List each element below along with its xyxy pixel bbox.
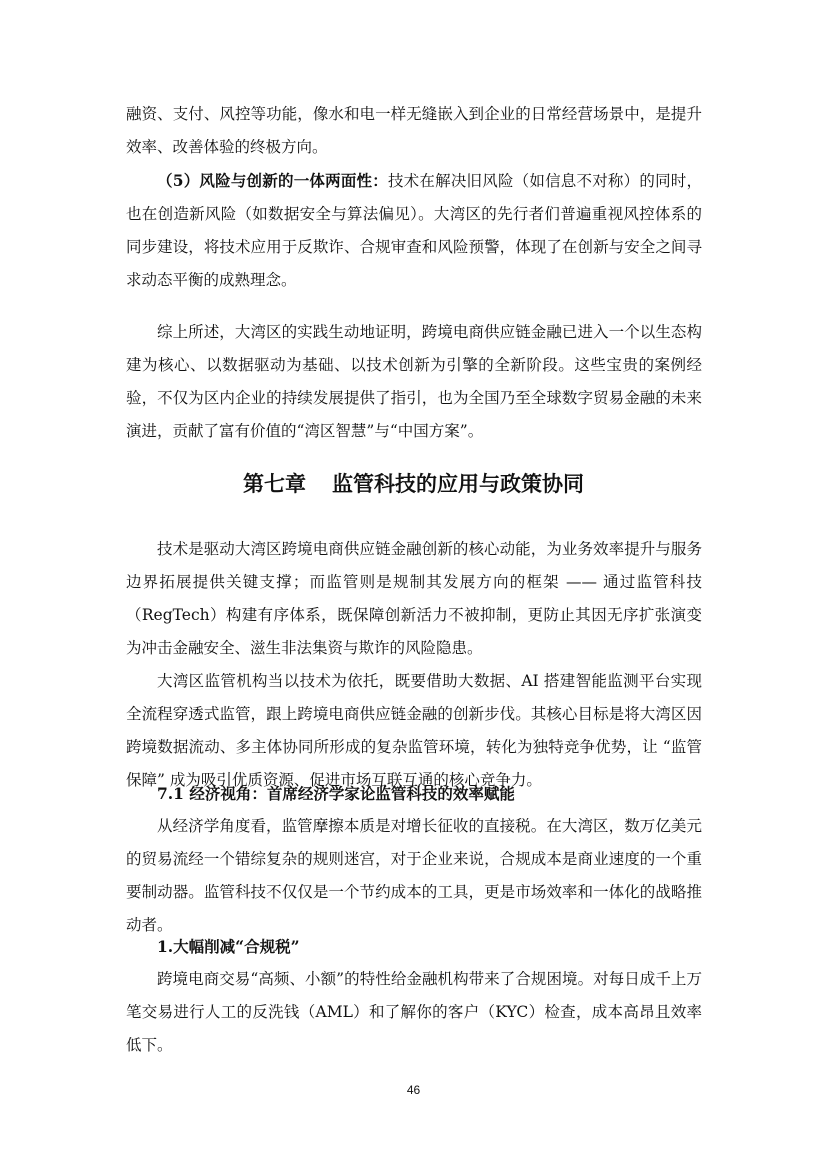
- chapter-title: [0, 466, 827, 502]
- paragraph-risk-innovation: [126, 164, 702, 297]
- chapter-name: 监管科技的应用与政策协同: [332, 472, 584, 496]
- section-heading-7-1: 7.1 经济视角：首席经济学家论监管科技的效率赋能: [157, 784, 515, 803]
- paragraph-continued: 融资、支付、风控等功能，像水和电一样无缝嵌入到企业的日常经营场景中，是提升效率、改善体验的终极方向。: [126, 105, 702, 156]
- subheading-compliance-tax: 1.大幅削减“合规税”: [157, 937, 300, 956]
- paragraph-label: （5）风险与创新的一体两面性：: [157, 171, 388, 190]
- page-number: 46: [406, 1083, 421, 1097]
- paragraph-summary: 综上所述，大湾区的实践生动地证明，跨境电商供应链金融已进入一个以生态构建为核心、以数据驱动为基础、以技术创新为引擎的全新阶段。这些宝贵的案例经验，不仅为区内企业的持续发展提供了指引，也为全国乃至全球数字贸易金融的未来演进，贡献了富有价值的“湾区智慧”与“中国方案”。: [126, 323, 702, 440]
- chapter-number: 第七章: [243, 472, 306, 496]
- paragraph-compliance: 跨境电商交易“高频、小额”的特性给金融机构带来了合规困境。对每日成千上万笔交易进行人工的反洗钱（AML）和了解你的客户（KYC）检查，成本高昂且效率低下。: [126, 970, 702, 1054]
- paragraph-intro: 技术是驱动大湾区跨境电商供应链金融创新的核心动能，为业务效率提升与服务边界拓展提供关键支撑；而监管则是规制其发展方向的框架 —— 通过监管科技（RegTech）构建有序体系，既保障创新活力不被抑制，更防止其因无序扩张演变为冲击金融安全、滋生非法集资与欺诈的风险隐患。: [126, 540, 702, 657]
- paragraph-text: 技术在解决旧风险（如信息不对称）的同时，也在创造新风险（如数据安全与算法偏见）。大湾区的先行者们普遍重视风控体系的同步建设，将技术应用于反欺诈、合规审查和风险预警，体现了在创新与安全之间寻求动态平衡的成熟理念。: [126, 172, 702, 289]
- paragraph-regulators: 大湾区监管机构当以技术为依托，既要借助大数据、AI 搭建智能监测平台实现全流程穿透式监管，跟上跨境电商供应链金融的创新步伐。其核心目标是将大湾区因跨境数据流动、多主体协同所形成的复杂监管环境，转化为独特竞争优势，让 “监管保障” 成为吸引优质资源、促进市场互联互通的核心竞争力。: [126, 672, 702, 789]
- paragraph-economics: 从经济学角度看，监管摩擦本质是对增长征收的直接税。在大湾区，数万亿美元的贸易流经一个错综复杂的规则迷宫，对于企业来说，合规成本是商业速度的一个重要制动器。监管科技不仅仅是一个节约成本的工具，更是市场效率和一体化的战略推动者。: [126, 817, 702, 934]
